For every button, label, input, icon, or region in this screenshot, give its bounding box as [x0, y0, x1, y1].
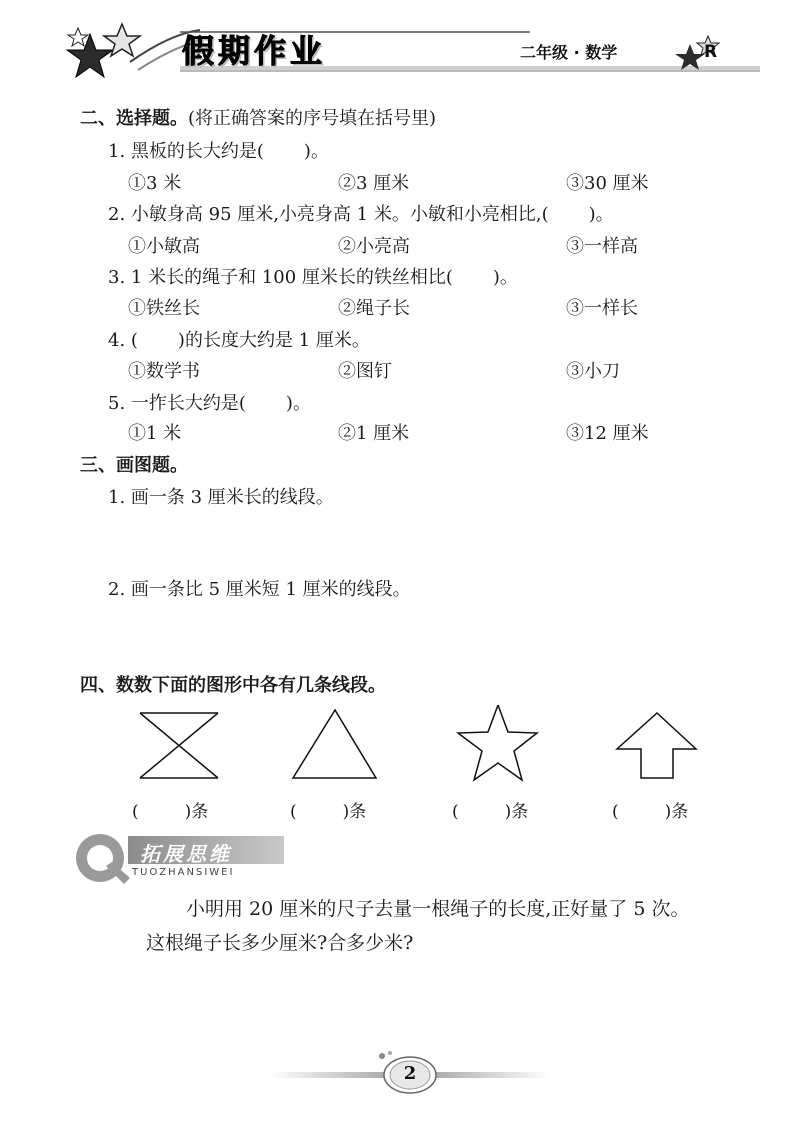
- drawing-area-2[interactable]: [108, 604, 668, 664]
- hourglass-shape: [140, 713, 218, 778]
- count-unit: )条: [184, 802, 209, 822]
- count-unit: )条: [342, 802, 367, 822]
- count-unit: )条: [504, 802, 529, 822]
- grade-subject-label: 二年级 · 数学: [520, 43, 618, 62]
- drawing-area-1[interactable]: [108, 512, 668, 572]
- question-stem: [108, 330, 370, 352]
- section-2-heading: [80, 108, 436, 130]
- shapes-figure: [130, 705, 710, 785]
- option-a[interactable]: ①小敏高: [128, 236, 200, 257]
- answer-count-4[interactable]: [612, 797, 688, 822]
- option-b[interactable]: ②图钉: [338, 361, 392, 382]
- extension-title: 拓展思维: [140, 842, 232, 866]
- option-b[interactable]: ②1 厘米: [338, 423, 410, 444]
- option-c[interactable]: ③12 厘米: [566, 423, 649, 444]
- stem-before: 5. 一拃长大约是(: [108, 393, 246, 414]
- question-stem: [108, 204, 614, 226]
- stem-after: )。: [303, 141, 329, 162]
- paren-open: (: [132, 802, 139, 822]
- section-3-heading: 三、画图题。: [80, 455, 188, 476]
- drawing-task-2: 2. 画一条比 5 厘米短 1 厘米的线段。: [108, 579, 411, 600]
- stem-before: 1. 黑板的长大约是(: [108, 141, 264, 162]
- extension-problem-line-2: 这根绳子长多少厘米?合多少米?: [146, 932, 414, 954]
- stem-after: )。: [492, 267, 518, 288]
- paren-open: (: [612, 802, 619, 822]
- option-a[interactable]: ①1 米: [128, 423, 182, 444]
- answer-count-1[interactable]: [132, 797, 208, 822]
- option-c[interactable]: ③一样高: [566, 236, 638, 257]
- drawing-task-1: 1. 画一条 3 厘米长的线段。: [108, 487, 334, 508]
- extension-problem-line-1: 小明用 20 厘米的尺子去量一根绳子的长度,正好量了 5 次。: [186, 898, 690, 920]
- option-a[interactable]: ①铁丝长: [128, 298, 200, 319]
- section-2-title: 二、选择题。: [80, 108, 188, 129]
- paren-open: (: [290, 802, 297, 822]
- question-stem: [108, 267, 518, 289]
- option-b[interactable]: ②绳子长: [338, 298, 410, 319]
- option-c[interactable]: ③30 厘米: [566, 173, 649, 194]
- stem-after: )。: [285, 393, 311, 414]
- triangle-shape: [293, 710, 376, 778]
- book-title: 假期作业: [182, 32, 327, 70]
- answer-count-3[interactable]: [452, 797, 528, 822]
- section-2-note: (将正确答案的序号填在括号里): [188, 108, 437, 129]
- question-stem: [108, 141, 329, 163]
- stem-before: 4. (: [108, 330, 138, 351]
- stem-after: )的长度大约是 1 厘米。: [177, 330, 370, 351]
- option-c[interactable]: ③小刀: [566, 361, 620, 382]
- star-shape: [458, 705, 537, 780]
- page-number: 2: [403, 1063, 417, 1084]
- stem-before: 3. 1 米长的绳子和 100 厘米长的铁丝相比(: [108, 267, 453, 288]
- header-decoration: [60, 22, 760, 82]
- option-a[interactable]: ①3 米: [128, 173, 182, 194]
- option-b[interactable]: ②小亮高: [338, 236, 410, 257]
- q-letter-icon: [76, 834, 130, 884]
- extension-subtitle: TUOZHANSIWEI: [132, 867, 235, 878]
- stem-before: 2. 小敏身高 95 厘米,小亮身高 1 米。小敏和小亮相比,(: [108, 204, 549, 225]
- answer-count-2[interactable]: [290, 797, 366, 822]
- option-c[interactable]: ③一样长: [566, 298, 638, 319]
- option-a[interactable]: ①数学书: [128, 361, 200, 382]
- edition-badge: R: [704, 42, 718, 62]
- star-logo-icon: [67, 24, 140, 77]
- stem-after: )。: [588, 204, 614, 225]
- count-unit: )条: [664, 802, 689, 822]
- option-b[interactable]: ②3 厘米: [338, 173, 410, 194]
- paren-open: (: [452, 802, 459, 822]
- section-4-heading: 四、数数下面的图形中各有几条线段。: [80, 675, 386, 696]
- question-stem: [108, 393, 311, 415]
- arrow-up-shape: [617, 713, 696, 778]
